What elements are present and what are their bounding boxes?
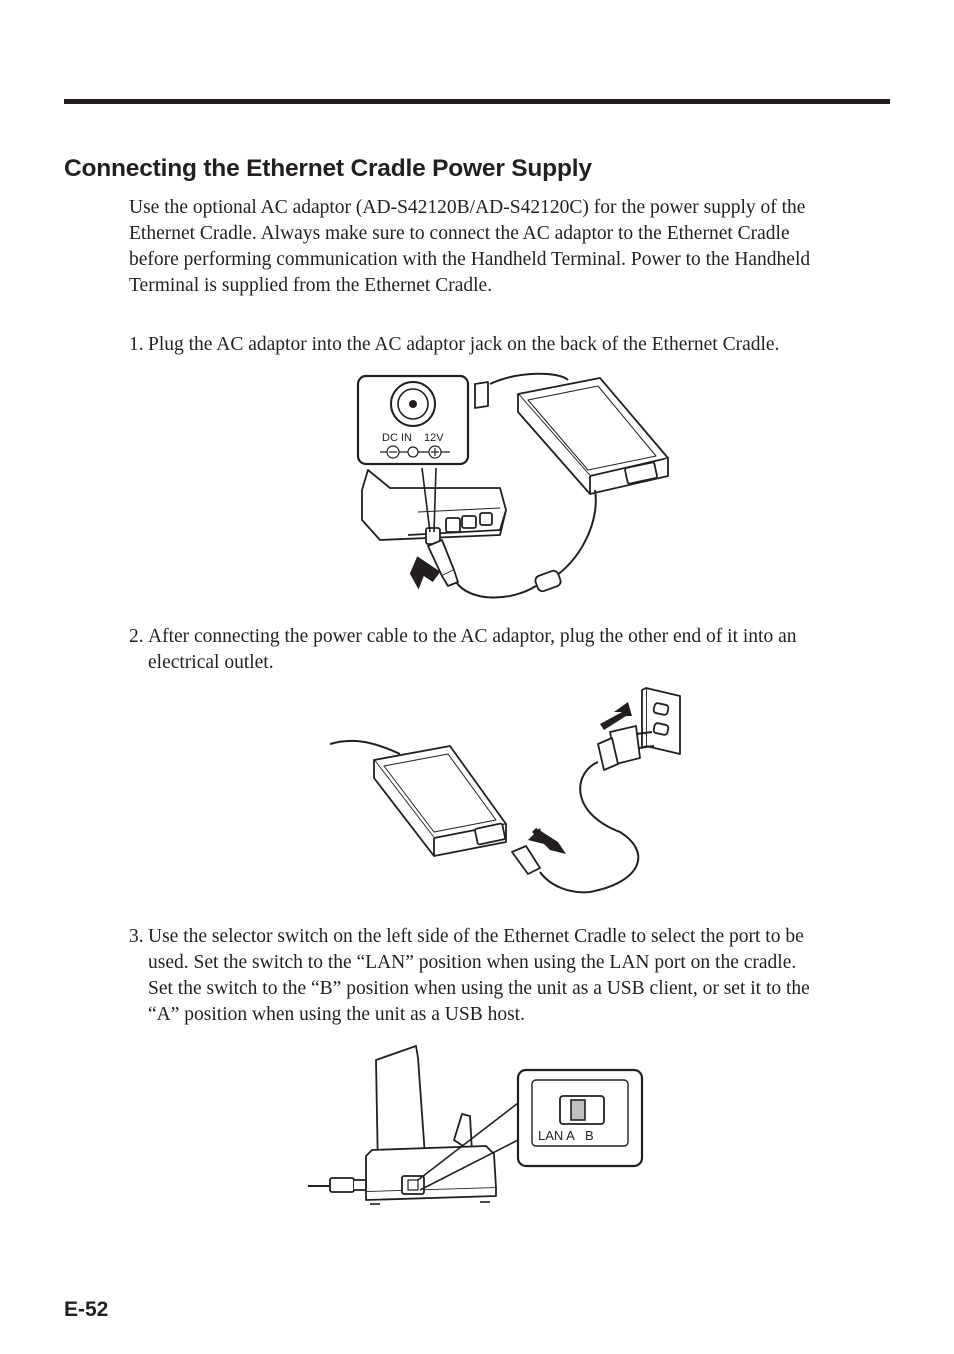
step-text: used. Set the switch to the “LAN” position when using the LAN port on the cradle. (148, 952, 797, 973)
figure-electrical-outlet (330, 682, 690, 896)
switch-position-label: LAN A B (538, 1128, 594, 1143)
figure-ac-adaptor-jack (350, 370, 680, 606)
intro-line: Use the optional AC adaptor (AD-S42120B/AD-S42120C) for the power supply of the (129, 197, 806, 218)
section-heading: Connecting the Ethernet Cradle Power Supply (64, 155, 592, 182)
step-number: 2. (129, 626, 144, 647)
jack-label-dc-in: DC IN (382, 432, 412, 444)
step-text: After connecting the power cable to the AC adaptor, plug the other end of it into an (148, 626, 797, 647)
intro-paragraph (129, 195, 899, 299)
step-text: electrical outlet. (148, 652, 274, 673)
step-number: 3. (129, 926, 144, 947)
step-text: Set the switch to the “B” position when using the unit as a USB client, or set it to the (148, 978, 810, 999)
intro-line: Terminal is supplied from the Ethernet Cradle. (129, 275, 493, 296)
step-text: “A” position when using the unit as a USB host. (148, 1004, 525, 1025)
intro-line: Ethernet Cradle. Always make sure to connect the AC adaptor to the Ethernet Cradle (129, 223, 790, 244)
figure-selector-switch (300, 1040, 650, 1212)
step-3 (129, 924, 810, 1028)
step-text: Use the selector switch on the left side of the Ethernet Cradle to select the port to be (148, 926, 804, 947)
step-1 (129, 332, 779, 358)
page-number: E-52 (64, 1298, 109, 1321)
step-text: Plug the AC adaptor into the AC adaptor jack on the back of the Ethernet Cradle. (148, 334, 780, 355)
intro-line: before performing communication with the Handheld Terminal. Power to the Handheld (129, 249, 811, 270)
jack-label-voltage: 12V (424, 432, 444, 444)
step-number: 1. (129, 334, 144, 355)
step-2 (129, 624, 796, 676)
top-rule (64, 99, 890, 104)
